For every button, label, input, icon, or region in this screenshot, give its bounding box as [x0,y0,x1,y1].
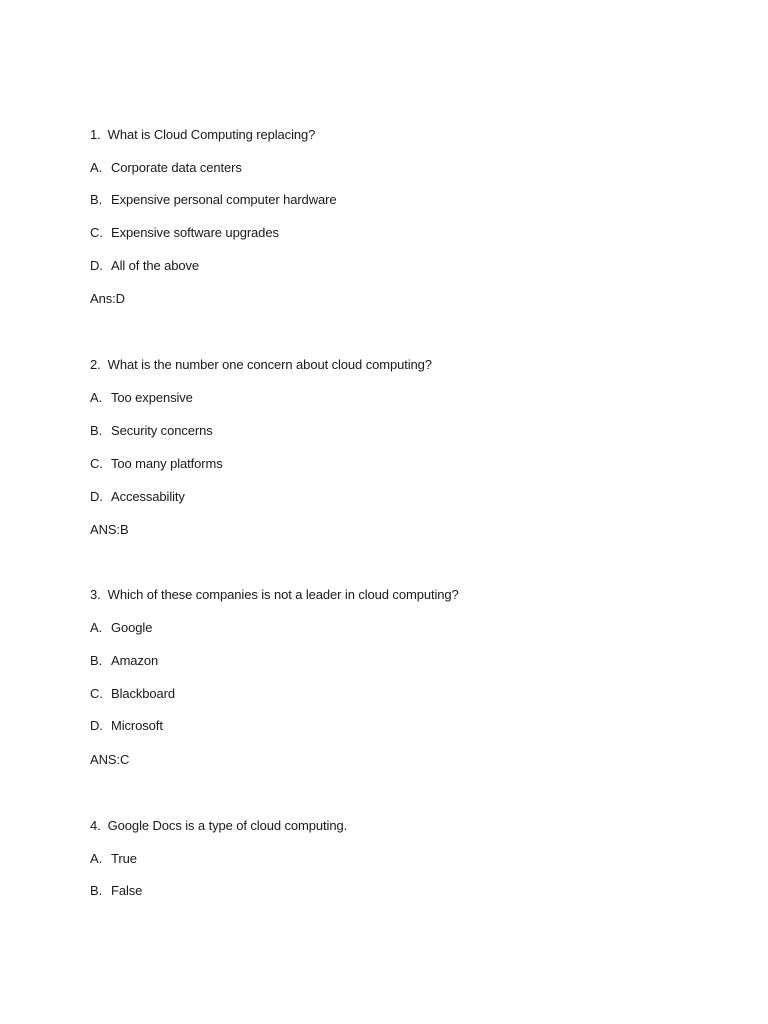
option-text: Microsoft [111,718,163,733]
option-text: Blackboard [111,686,176,701]
option-letter: D. [90,718,103,733]
question-3-option-d [90,718,163,734]
question-1-option-b [90,192,336,208]
option-letter: B. [90,653,103,668]
question-3-option-c [90,686,175,702]
question-2-prompt: 2. What is the number one concern about cloud computing? [90,357,432,372]
question-2-option-b [90,423,213,439]
option-text: Too expensive [111,390,193,405]
option-text: Corporate data centers [111,160,242,175]
question-2-option-a [90,390,193,406]
question-1-option-d [90,258,199,274]
question-4-option-a [90,851,137,867]
question-1-answer: Ans:D [90,291,125,306]
question-3-option-a [90,620,152,636]
option-letter: B. [90,883,103,898]
question-3-option-b [90,653,158,669]
option-text: Accessability [111,489,185,504]
option-text: False [111,883,143,898]
question-1-option-a [90,160,242,176]
option-letter: B. [90,192,103,207]
option-text: Expensive software upgrades [111,225,279,240]
option-text: True [111,851,137,866]
question-4-prompt: 4. Google Docs is a type of cloud computing. [90,818,348,833]
question-2-answer: ANS:B [90,522,129,537]
option-letter: A. [90,390,103,405]
question-3-answer: ANS:C [90,752,130,767]
question-2-option-c [90,456,223,472]
option-text: Amazon [111,653,159,668]
option-letter: D. [90,489,103,504]
option-text: Too many platforms [111,456,223,471]
option-text: All of the above [111,258,200,273]
option-text: Expensive personal computer hardware [111,192,337,207]
question-2-option-d [90,489,185,505]
question-1-option-c [90,225,279,241]
option-letter: A. [90,620,103,635]
question-4-option-b [90,883,142,899]
option-letter: D. [90,258,103,273]
question-1-prompt: 1. What is Cloud Computing replacing? [90,127,316,142]
option-letter: A. [90,160,103,175]
option-letter: B. [90,423,103,438]
option-text: Security concerns [111,423,213,438]
question-3-prompt: 3. Which of these companies is not a leader in cloud computing? [90,587,459,602]
option-letter: C. [90,686,103,701]
option-letter: A. [90,851,103,866]
option-text: Google [111,620,153,635]
option-letter: C. [90,225,103,240]
option-letter: C. [90,456,103,471]
